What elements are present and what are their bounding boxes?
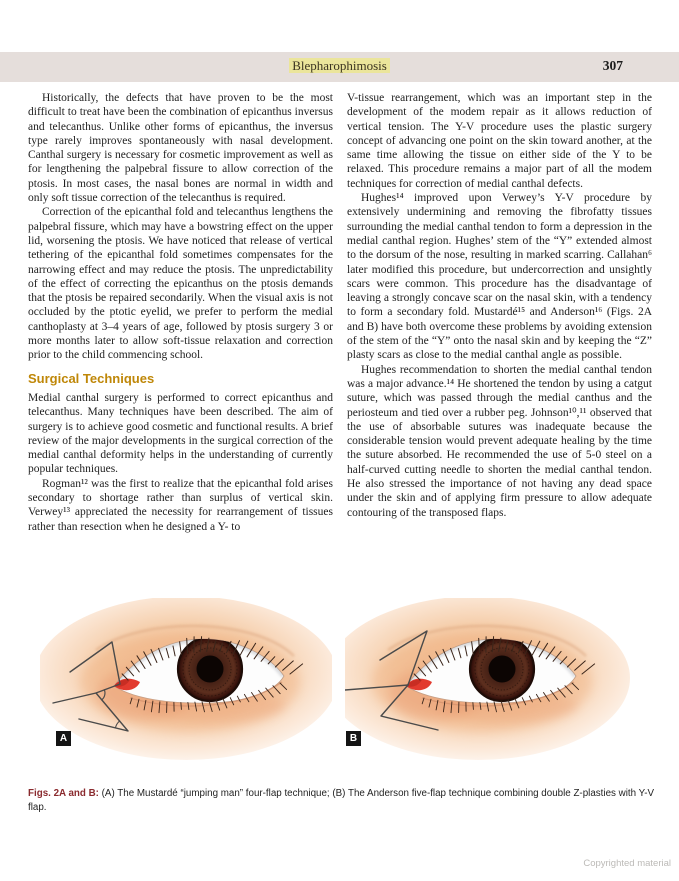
paragraph: Hughes¹⁴ improved upon Verwey’s Y-V procedure by extensively undermining and removing the fibrofatty tissues surrounding the medial canthal tendon to form a depression in the medial canthal region. Hughes’ stem of the “Y” extended almost to the dorsum of the nose, resulting in marked scarring. Callahan⁶ later modified this procedure, but undercorrection and unsightly scars were common. This procedure has the disadvantage of leaving a strongly concave scar on the nasal skin, with a tendency to form a secondary fold. Mustardé¹⁵ and Anderson¹⁶ (Figs. 2A and B) have both overcome these problems by avoiding extension of the stem of the “Y” onto the nasal skin and by keeping the “Z” plasty scars as close to the medial canthal angle as possible. (347, 192, 652, 362)
left-column (28, 91, 333, 534)
running-title (0, 58, 679, 74)
figure-caption (28, 787, 656, 814)
paragraph: Correction of the epicanthal fold and telecanthus lengthens the palpebral fissure, which may have a bowstring effect on the upper lid, worsening the ptosis. We have noticed that release of vertical tethering of the epicanthal fold sometimes compensates for the narrowing effect and may reduce the ptosis. The unpredictability of the effect of correcting the epicanthus on the ptosis demands that the ptosis be repaired secondarily. When the visual axis is not occluded by the ptotic eyelid, we prefer to perform the medial canthoplasty at 3–4 years of age, followed by ptosis surgery 3 or more months later to allow soft-tissue relaxation and correction prior to the child commencing school. (28, 206, 333, 362)
running-title-highlight: Blepharophimosis (289, 58, 390, 73)
figure-caption-text: (A) The Mustardé “jumping man” four-flap technique; (B) The Anderson five-flap technique combining double Z-plasties with Y-V flap. (28, 788, 655, 813)
copyright-notice: Copyrighted material (583, 858, 671, 869)
right-column (347, 91, 652, 534)
eye-illustration-a (40, 598, 332, 760)
paragraph: V-tissue rearrangement, which was an important step in the development of the modem repair as it allows reduction of vertical tension. The Y-V procedure uses the plastic surgery concept of advancing one point on the skin toward another, at the same time allowing the tissue on either side of the Y to be relaxed. This procedure remains a major part of all the modem techniques for correction of medial canthal defects. (347, 92, 652, 190)
page-header (0, 52, 679, 82)
figure-2ab (28, 598, 652, 778)
paragraph: Hughes recommendation to shorten the medial canthal tendon was a major advance.¹⁴ He shortened the tendon by using a catgut suture, which was passed through the medial canthus and the periosteum and tied over a rubber peg. Johnson¹⁰,¹¹ observed that the use of absorbable sutures was inadequate because the considerable tension would prevent adequate healing by the time the suture absorbed. He recommended the use of 5-0 steel on a half-curved cutting needle to shorten the medial canthal tendon. He also stressed the importance of not having any dead space under the skin and of applying firm pressure to allow adequate contouring of the transposed flaps. (347, 363, 652, 519)
panel-label-a: A (56, 731, 71, 746)
article-body (28, 91, 652, 534)
section-heading: Surgical Techniques (28, 370, 155, 386)
figure-panel-b (345, 598, 637, 760)
paragraph: Medial canthal surgery is performed to correct epicanthus and telecanthus. Many techniques have been described. The aim of surgery is to achieve good cosmetic and functional results. A brief review of the major developments in the surgical correction of the medial canthal deformity helps in the understanding of currently popular techniques. (28, 391, 333, 476)
figure-panel-a (40, 598, 332, 760)
paragraph: Historically, the defects that have proven to be the most difficult to treat have been the combination of epicanthus inversus and telecanthus. Unlike other forms of epicanthus, the inversus type rarely improves spontaneously with nasal development. Canthal surgery is necessary for cosmetic improvement as well as for lengthening the palpebral fissure to allow correction of the ptosis. In most cases, the nasal bones are normal in width and only soft tissue correction of the telecanthus is required. (28, 92, 333, 205)
panel-label-b: B (346, 731, 361, 746)
paragraph: Rogman¹² was the first to realize that the epicanthal fold arises secondary to shortage rather than surplus of vertical skin. Verwey¹³ appreciated the necessity for rearrangement of tissues rather than resection when he designed a Y- to (28, 477, 333, 533)
eye-illustration-b (345, 598, 637, 760)
figure-caption-lead: Figs. 2A and B: (28, 788, 99, 799)
page-number: 307 (602, 58, 623, 73)
